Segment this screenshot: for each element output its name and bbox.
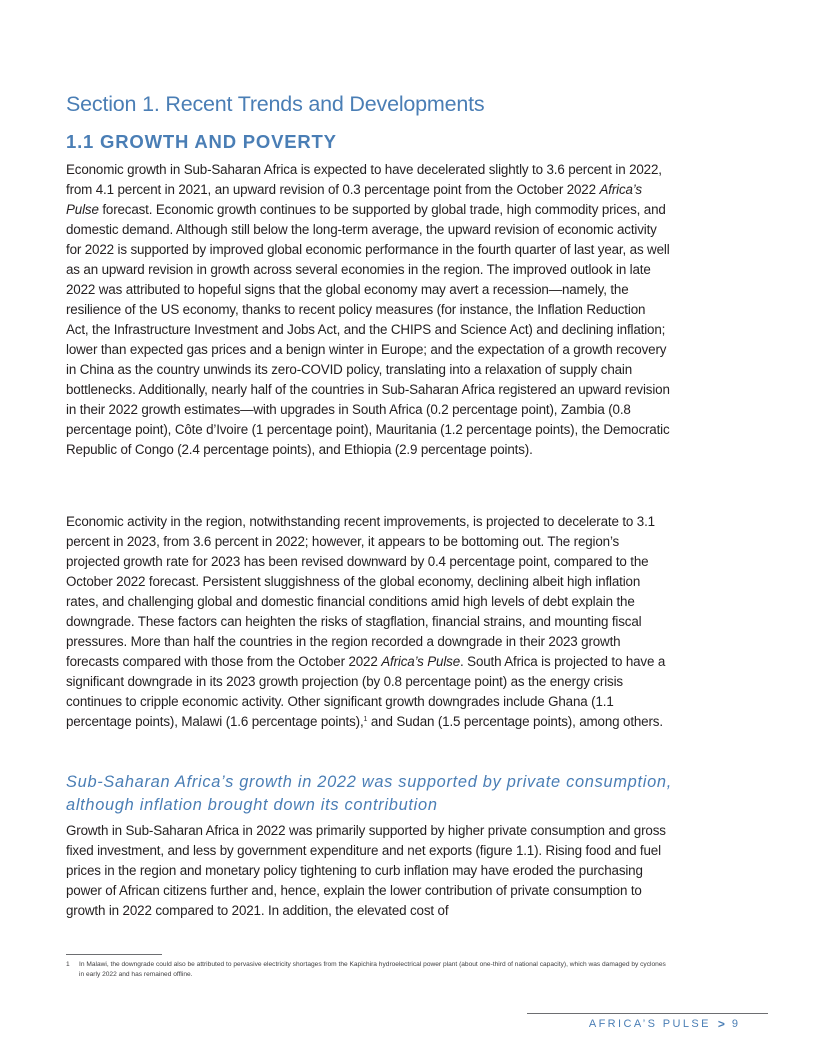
section-title: Section 1. Recent Trends and Developments <box>66 92 485 116</box>
page-footer <box>589 1017 738 1031</box>
paragraph-text: and Sudan (1.5 percentage points), among others. <box>367 714 663 729</box>
footer-publication-name: AFRICA’S PULSE <box>588 1018 711 1030</box>
footnote-divider <box>66 954 162 955</box>
footnote-number: 1 <box>66 961 70 968</box>
paragraph-growth-2023 <box>66 512 670 732</box>
italic-subheading: Sub-Saharan Africa’s growth in 2022 was supported by private consumption, although inflation brought down its contribution <box>66 773 672 814</box>
paragraph-growth-2022 <box>66 160 670 460</box>
page-number: 9 <box>731 1018 738 1030</box>
publication-title-italic: Africa’s Pulse <box>381 654 461 669</box>
footnote <box>66 960 666 979</box>
paragraph-text: forecast. Economic growth continues to be supported by global trade, high commodity prices, and domestic demand. Although still below the long-term average, the upward revision of economic activity for 2022 is supported by improved global economic performance in the fourth quarter of last year, as well as an upward revision in growth across several economies in the region. The improved outlook in late 2022 was attributed to hopeful signs that the global economy may avert a recession—namely, the resilience of the US economy, thanks to recent policy measures (for instance, the Inflation Reduction Act, the Infrastructure Investment and Jobs Act, and the CHIPS and Science Act) and declining inflation; lower than expected gas prices and a benign winter in Europe; and the expectation of a growth recovery in China as the country unwinds its zero-COVID policy, translating into a relaxation of supply chain bottlenecks. Additionally, nearly half of the countries in Sub-Saharan Africa registered an upward revision in their 2022 growth estimates—with upgrades in South Africa (0.2 percentage point), Zambia (0.8 percentage point), Côte d’Ivoire (1 percentage point), Mauritania (1.2 percentage points), the Democratic Republic of Congo (2.4 percentage points), and Ethiopia (2.9 percentage points). <box>66 202 670 457</box>
paragraph-text: . South Africa is projected to have a significant downgrade in its 2023 growth projection (by 0.8 percentage point) as the energy crisis continues to cripple economic activity. Other significant growth downgrades include Ghana (1.1 percentage points), Malawi (1.6 percentage points), <box>66 654 666 729</box>
footer-divider <box>527 1013 768 1014</box>
subsection-title: 1.1 GROWTH AND POVERTY <box>66 131 337 152</box>
paragraph-private-consumption: Growth in Sub-Saharan Africa in 2022 was primarily supported by higher private consumption and gross fixed investment, and less by government expenditure and net exports (figure 1.1). Rising food and fuel prices in the region and monetary policy tightening to curb inflation may have eroded the purchasing power of African citizens further and, hence, explain the lower contribution of private consumption to growth in 2022 compared to 2021. In addition, the elevated cost of <box>66 823 666 918</box>
footnote-text: In Malawi, the downgrade could also be attributed to pervasive electricity shortages from the Kapichira hydroelectrical power plant (about one-third of national capacity), which was damaged by cyclones in early 2022 and has remained offline. <box>79 961 666 978</box>
paragraph-text: Economic activity in the region, notwithstanding recent improvements, is projected to decelerate to 3.1 percent in 2023, from 3.6 percent in 2022; however, it appears to be bottoming out. The region’s projected growth rate for 2023 has been revised downward by 0.4 percentage point, compared to the October 2022 forecast. Persistent sluggishness of the global economy, declining albeit high inflation rates, and challenging global and domestic financial conditions amid high levels of debt explain the downgrade. These factors can heighten the risks of stagflation, financial strains, and mounting fiscal pressures. More than half the countries in the region recorded a downgrade in their 2023 growth forecasts compared with those from the October 2022 <box>66 514 655 669</box>
publication-title-italic: Africa’s Pulse <box>66 182 642 217</box>
chevron-right-icon: > <box>717 1017 725 1031</box>
footnote-reference[interactable]: 1 <box>363 716 368 723</box>
paragraph-text: Economic growth in Sub-Saharan Africa is expected to have decelerated slightly to 3.6 percent in 2022, from 4.1 percent in 2021, an upward revision of 0.3 percentage point from the October 2022 <box>66 162 662 197</box>
